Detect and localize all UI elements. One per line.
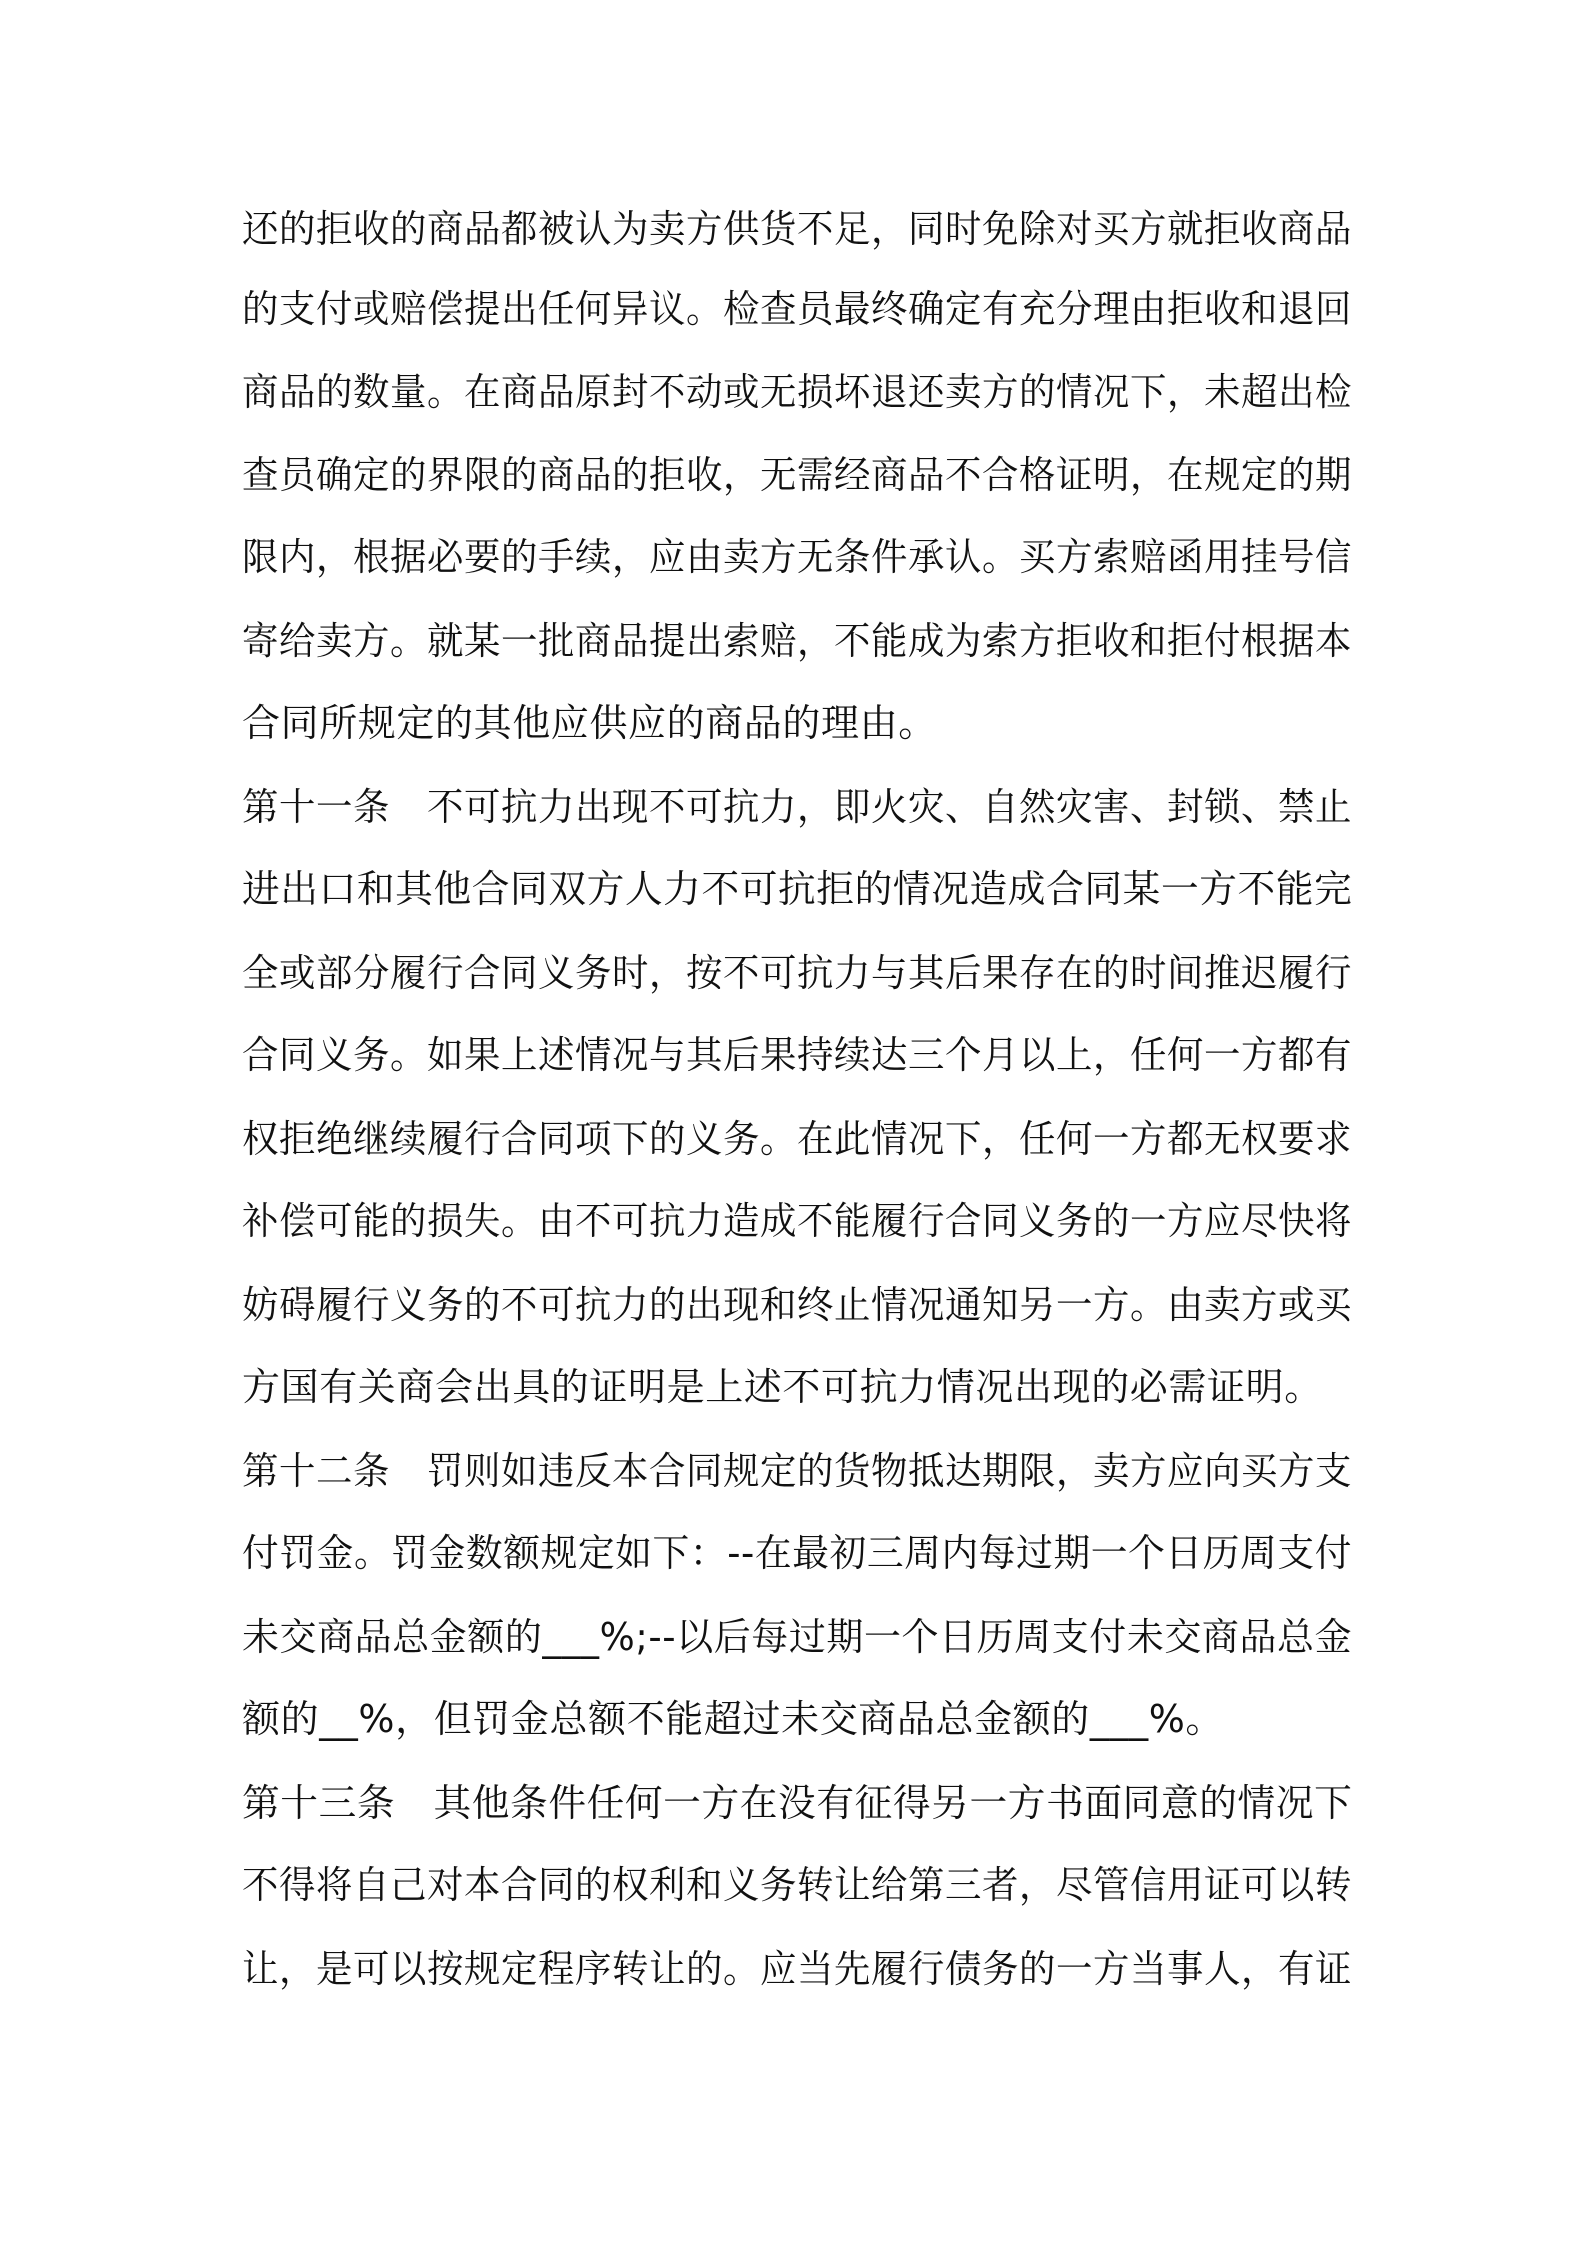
text-line: 付罚金。罚金数额规定如下：--在最初三周内每过期一个日历周支付 xyxy=(242,1531,1353,1575)
text-line: 合同所规定的其他应供应的商品的理由。 xyxy=(242,701,937,745)
text-line: 寄给卖方。就某一批商品提出索赔，不能成为索方拒收和拒付根据本 xyxy=(242,619,1353,663)
text-line: 的支付或赔偿提出任何异议。检查员最终确定有充分理由拒收和退回 xyxy=(242,287,1353,331)
text-line: 不得将自己对本合同的权利和义务转让给第三者，尽管信用证可以转 xyxy=(242,1863,1353,1907)
text-line: 妨碍履行义务的不可抗力的出现和终止情况通知另一方。由卖方或买 xyxy=(242,1283,1353,1327)
text-line: 方国有关商会出具的证明是上述不可抗力情况出现的必需证明。 xyxy=(242,1365,1323,1409)
text-line: 限内，根据必要的手续，应由卖方无条件承认。买方索赔函用挂号信 xyxy=(242,535,1353,579)
section-heading-line: 第十三条 其他条件任何一方在没有征得另一方书面同意的情况下 xyxy=(242,1781,1353,1825)
text-line: 补偿可能的损失。由不可抗力造成不能履行合同义务的一方应尽快将 xyxy=(242,1199,1353,1243)
text-line: 让，是可以按规定程序转让的。应当先履行债务的一方当事人，有证 xyxy=(242,1947,1353,1991)
text-line: 商品的数量。在商品原封不动或无损坏退还卖方的情况下，未超出检 xyxy=(242,370,1353,414)
text-line: 权拒绝继续履行合同项下的义务。在此情况下，任何一方都无权要求 xyxy=(242,1117,1353,1161)
text-line: 进出口和其他合同双方人力不可抗拒的情况造成合同某一方不能完 xyxy=(242,867,1353,911)
text-line: 未交商品总金额的___%;--以后每过期一个日历周支付未交商品总金 xyxy=(242,1615,1353,1659)
text-line: 查员确定的界限的商品的拒收，无需经商品不合格证明，在规定的期 xyxy=(242,453,1353,497)
text-line: 额的__%，但罚金总额不能超过未交商品总金额的___%。 xyxy=(242,1697,1225,1741)
text-line: 全或部分履行合同义务时，按不可抗力与其后果存在的时间推迟履行 xyxy=(242,951,1353,995)
section-heading-line: 第十一条 不可抗力出现不可抗力，即火灾、自然灾害、封锁、禁止 xyxy=(242,785,1353,829)
section-heading-line: 第十二条 罚则如违反本合同规定的货物抵达期限，卖方应向买方支 xyxy=(242,1449,1353,1493)
text-line: 还的拒收的商品都被认为卖方供货不足，同时免除对买方就拒收商品 xyxy=(242,207,1353,251)
text-line: 合同义务。如果上述情况与其后果持续达三个月以上，任何一方都有 xyxy=(242,1033,1353,1077)
